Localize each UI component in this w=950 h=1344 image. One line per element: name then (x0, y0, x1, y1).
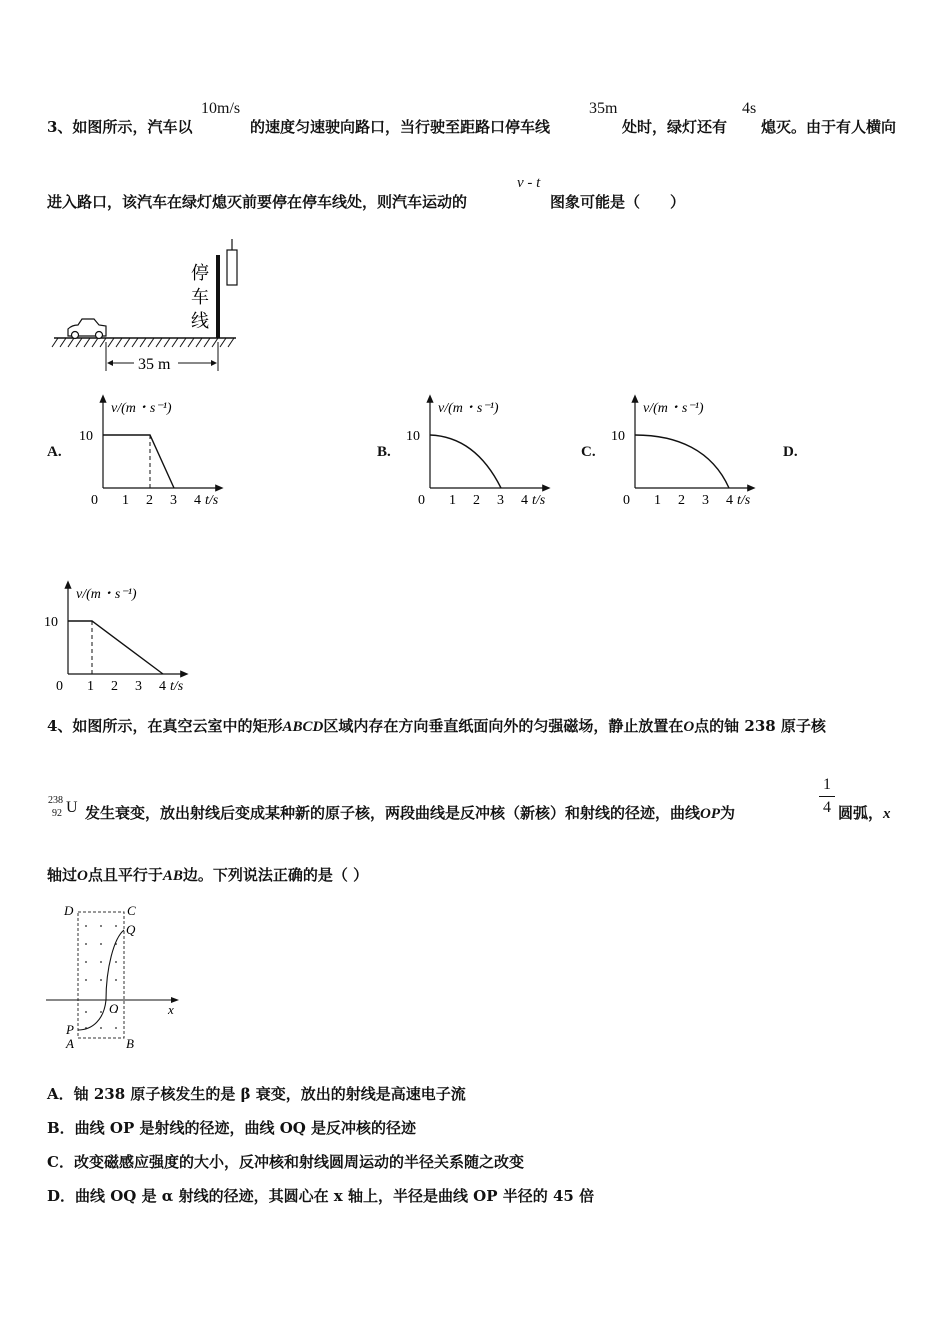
distance-label: 35 m (138, 356, 171, 373)
q3-text-1a: 3、如图所示，汽车以 (47, 118, 193, 136)
q4-answer-c[interactable]: C．改变磁感应强度的大小，反冲核和射线圆周运动的半径关系随之改变 (47, 1153, 524, 1171)
graph-d-ylabel: v/(m・s⁻¹) (76, 587, 137, 602)
graph-d-xtick-1: 1 (87, 679, 94, 694)
graph-d-xtick-4: 4 (159, 679, 166, 694)
graph-d-ytick: 10 (44, 615, 58, 630)
graph-d-xlabel: t/s (170, 679, 184, 694)
graph-d-xtick-0: 0 (56, 679, 63, 694)
fig-label-p: P (66, 1022, 74, 1037)
graph-b-ytick: 10 (406, 429, 420, 444)
q4-o2: O (77, 868, 88, 884)
q4-text-1b: 区域内存在方向垂直纸面向外的匀强磁场，静止放置在 (323, 717, 684, 735)
graph-c-ylabel: v/(m・s⁻¹) (643, 401, 704, 416)
graph-a-xtick-3: 3 (170, 493, 177, 508)
q4-line1 (47, 715, 826, 736)
stop-label-1: 停 (191, 263, 209, 283)
graph-d-xtick-3: 3 (135, 679, 142, 694)
q4-answer-b[interactable]: B．曲线 OP 是射线的径迹，曲线 OQ 是反冲核的径迹 (47, 1119, 417, 1137)
q4-figure-field (44, 898, 194, 1058)
q4-answer-d[interactable]: D．曲线 OQ 是 α 射线的径迹，其圆心在 x 轴上，半径是曲线 OP 半径的 45 倍 (47, 1187, 595, 1205)
iso-symbol: U (66, 799, 78, 816)
q4-text-3b: 点且平行于 (87, 866, 163, 884)
option-b-label[interactable]: B. (377, 444, 391, 460)
iso-z: 92 (52, 808, 62, 819)
option-a-label[interactable]: A. (47, 444, 62, 460)
graph-c-ytick: 10 (611, 429, 625, 444)
q4-text-2a: 发生衰变，放出射线后变成某种新的原子核，两段曲线是反冲核（新核）和射线的径迹，曲线 (85, 804, 701, 822)
q4-text-2b: 为 (720, 804, 736, 822)
graph-b-ylabel: v/(m・s⁻¹) (438, 401, 499, 416)
fig-label-x: x (168, 1002, 174, 1017)
fig-label-q: Q (126, 922, 136, 937)
q4-text-1c: 点的铀 238 原子核 (694, 717, 826, 735)
graph-a-ytick: 10 (79, 429, 93, 444)
graph-c-xtick-4: 4 (726, 493, 733, 508)
graph-c-xtick-2: 2 (678, 493, 685, 508)
q4-text-2c: 圆弧， (838, 804, 884, 822)
fig-label-c: C (127, 903, 136, 918)
q4-text-1a: 4、如图所示，在真空云室中的矩形 (47, 717, 283, 735)
q3-time: 4s (742, 100, 757, 117)
fig-label-a: A (66, 1036, 74, 1051)
graph-b-xtick-3: 3 (497, 493, 504, 508)
q4-line3 (47, 864, 368, 885)
fig-label-d: D (64, 903, 74, 918)
graph-c-xlabel: t/s (737, 493, 751, 508)
q3-text-1b: 的速度匀速驶向路口，当行驶至距路口停车线 (250, 118, 551, 136)
graph-b-xtick-0: 0 (418, 493, 425, 508)
iso-mass: 238 (48, 795, 63, 806)
graph-a-xtick-0: 0 (91, 493, 98, 508)
curve-op (78, 1000, 106, 1030)
graph-c-xtick-0: 0 (623, 493, 630, 508)
graph-option-c (607, 392, 767, 512)
fraction-den: 4 (823, 799, 831, 816)
graph-option-d (40, 578, 200, 698)
q3-text-1c: 处时，绿灯还有 (622, 118, 728, 136)
q4-ab: AB (162, 868, 183, 884)
traffic-light-icon (227, 250, 237, 285)
graph-a-xtick-4: 4 (194, 493, 201, 508)
graph-option-a (75, 392, 235, 512)
q4-text-3a: 轴过 (47, 866, 78, 884)
graph-c-curve (635, 435, 729, 488)
graph-b-xtick-1: 1 (449, 493, 456, 508)
option-c-label[interactable]: C. (581, 444, 596, 460)
q4-op: OP (700, 806, 721, 822)
graph-c-xtick-3: 3 (702, 493, 709, 508)
graph-b-curve (430, 435, 501, 488)
q3-vt: v - t (517, 175, 541, 191)
q3-velocity: 10m/s (201, 100, 241, 117)
graph-option-b (402, 392, 562, 512)
graph-b-xtick-2: 2 (473, 493, 480, 508)
q3-figure-stopline (50, 235, 250, 375)
car-icon (68, 319, 106, 339)
graph-b-xtick-4: 4 (521, 493, 528, 508)
q4-o: O (683, 719, 695, 735)
q4-text-3c: 边。下列说法正确的是（ ） (182, 866, 369, 884)
fig-label-b: B (126, 1036, 134, 1051)
fraction-num: 1 (823, 776, 831, 793)
graph-a-curve (103, 435, 174, 488)
graph-a-xlabel: t/s (205, 493, 219, 508)
q3-text-2b: 图象可能是（ ） (550, 193, 686, 211)
q3-line1 (47, 116, 192, 137)
fraction (819, 776, 835, 817)
fig-label-o: O (109, 1001, 119, 1016)
graph-a-ylabel: v/(m・s⁻¹) (111, 401, 172, 416)
graph-b-xlabel: t/s (532, 493, 546, 508)
q4-line2 (85, 802, 735, 823)
q3-text-2a: 进入路口，该汽车在绿灯熄灭前要停在停车线处，则汽车运动的 (47, 193, 468, 211)
stop-label-2: 车 (191, 287, 209, 307)
q4-x: x (883, 806, 891, 822)
graph-d-curve (68, 621, 163, 674)
q4-abcd: ABCD (282, 719, 324, 735)
stop-label-3: 线 (191, 311, 209, 331)
q4-answer-a[interactable]: A．铀 238 原子核发生的是 β 衰变，放出的射线是高速电子流 (47, 1085, 466, 1103)
graph-c-xtick-1: 1 (654, 493, 661, 508)
q3-distance: 35m (589, 100, 618, 117)
option-d-label[interactable]: D. (783, 444, 798, 460)
q4-line2-end (838, 802, 891, 823)
graph-a-xtick-1: 1 (122, 493, 129, 508)
graph-d-xtick-2: 2 (111, 679, 118, 694)
curve-oq (106, 930, 124, 1000)
graph-a-xtick-2: 2 (146, 493, 153, 508)
q3-text-1d: 熄灭。由于有人横向 (761, 118, 897, 136)
